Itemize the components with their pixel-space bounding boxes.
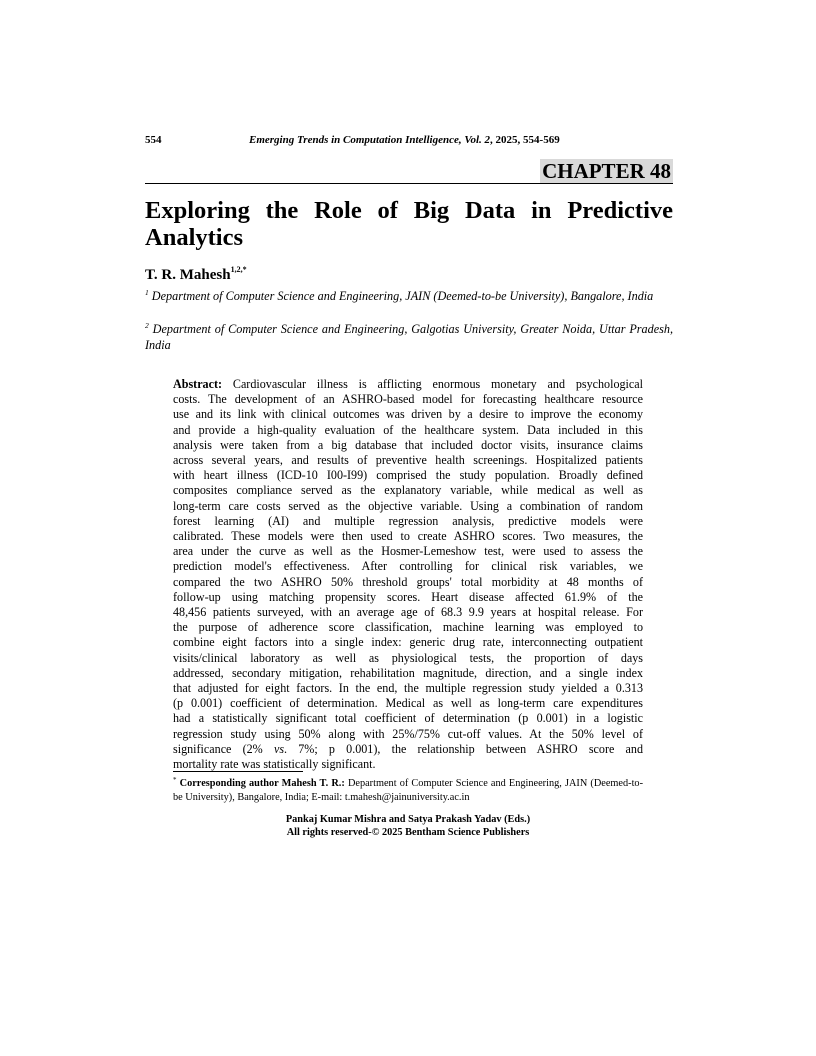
abstract-line: significance (2% vs. 7%; p 0.001), the relationship between ASHRO score and [173,741,643,756]
journal-volume-pages: , 2025, 554-569 [490,134,560,146]
abstract-line: use and its link with clinical outcomes was driven by a desire to improve the economy [173,407,643,422]
abstract-line: (p 0.001) coefficient of determination. Medical as well as long-term care expenditures [173,696,643,711]
italic-vs: vs [273,741,285,756]
corresponding-author-footnote [173,774,643,804]
footnote-label: Corresponding author Mahesh T. R.: [179,778,345,789]
abstract-line: visits/clinical laboratory as well as physiological tests, the proportion of days [173,650,643,665]
abstract-line-last: mortality rate was statistically significant. [173,757,376,772]
rights-line: All rights reserved-© 2025 Bentham Science Publishers [286,827,530,838]
author-marks: 1,2,* [230,265,247,274]
affiliation-mark: 2 [145,321,149,330]
abstract-line: follow-up using matching propensity scores. Heart disease affected 61.9% of the [173,589,643,604]
abstract-line: addressed, secondary mitigation, rehabilitation magnitude, direction, and a single index [173,665,643,680]
journal-citation [249,133,560,147]
affiliation-2 [145,318,673,353]
abstract-line: composites compliance served as the explanatory variable, while medical as well as [173,483,643,498]
affiliation-mark: 1 [145,288,149,297]
abstract-line: 48,456 patients surveyed, with an average age of 68.3 9.9 years at hospital release. For [173,605,643,620]
abstract-line: costs. The development of an ASHRO-based model for forecasting healthcare resource [173,392,643,407]
abstract-line: across several years, and results of preventive health screenings. Hospitalized patients [173,453,643,468]
chapter-divider [145,183,673,184]
footnote-divider [173,771,303,772]
abstract-line: combine eight factors into a single index: generic drug rate, interconnecting outpatient [173,635,643,650]
abstract-line: compared the two ASHRO 50% threshold groups' total morbidity at 48 months of [173,574,643,589]
footnote-mark: * [173,776,177,784]
abstract-line: and provide a high-quality evaluation of the healthcare system. Data included in this [173,422,643,437]
abstract-label: Abstract: [173,377,223,391]
abstract-line: the purpose of adherence score classification, machine learning was employed to [173,620,643,635]
journal-title: Emerging Trends in Computation Intelligence, Vol. 2 [249,134,491,146]
chapter-title: Exploring the Role of Big Data in Predictive Analytics [145,197,673,251]
abstract-line: long-term care costs served as the objective variable. Using a combination of random [173,498,643,513]
affiliation-text: Department of Computer Science and Engineering, JAIN (Deemed-to-be University), Bangalore, India [151,289,654,303]
abstract-line: calibrated. These models were then used to create ASHRO scores. Two measures, the [173,529,643,544]
abstract-line: Abstract: Cardiovascular illness is afflicting enormous monetary and psychological [173,377,643,391]
abstract-line: area under the curve as well as the Hosmer-Lemeshow test, were used to assess the [173,544,643,559]
abstract-line: had a statistically significant total coefficient of determination (p 0.001) in a logistic [173,711,643,726]
abstract-line: prediction model's effectiveness. After controlling for clinical risk variables, we [173,559,643,574]
publisher-info [173,813,643,839]
abstract [173,377,643,772]
page-number: 554 [145,134,162,146]
chapter-label: CHAPTER 48 [542,159,671,183]
affiliation-text: Department of Computer Science and Engineering, Galgotias University, Greater Noida, Uttar Pradesh, India [145,322,674,352]
abstract-line: forest learning (AI) and multiple regression analysis, predictive models were [173,513,643,528]
abstract-line: regression study using 50% along with 25%/75% cut-off values. At the 50% level of [173,726,643,741]
affiliation-1 [145,285,673,304]
author-name: T. R. Mahesh [145,267,231,283]
abstract-line: with heart illness (ICD-10 I00-I99) comprised the study population. Broadly defined [173,468,643,483]
footnote-text: Department of Computer Science and Engineering, JAIN (Deemed-to-be University), Bangalore, India; E-mail: t.mahesh@jainuniversity.ac.in [173,778,644,803]
editors-line: Pankaj Kumar Mishra and Satya Prakash Yadav (Eds.) [285,814,531,825]
author [145,261,247,284]
abstract-line: analysis were taken from a big database that included doctor visits, insurance claims [173,437,643,452]
abstract-line: that adjusted for eight factors. In the end, the multiple regression study yielded a 0.313 [173,681,643,696]
